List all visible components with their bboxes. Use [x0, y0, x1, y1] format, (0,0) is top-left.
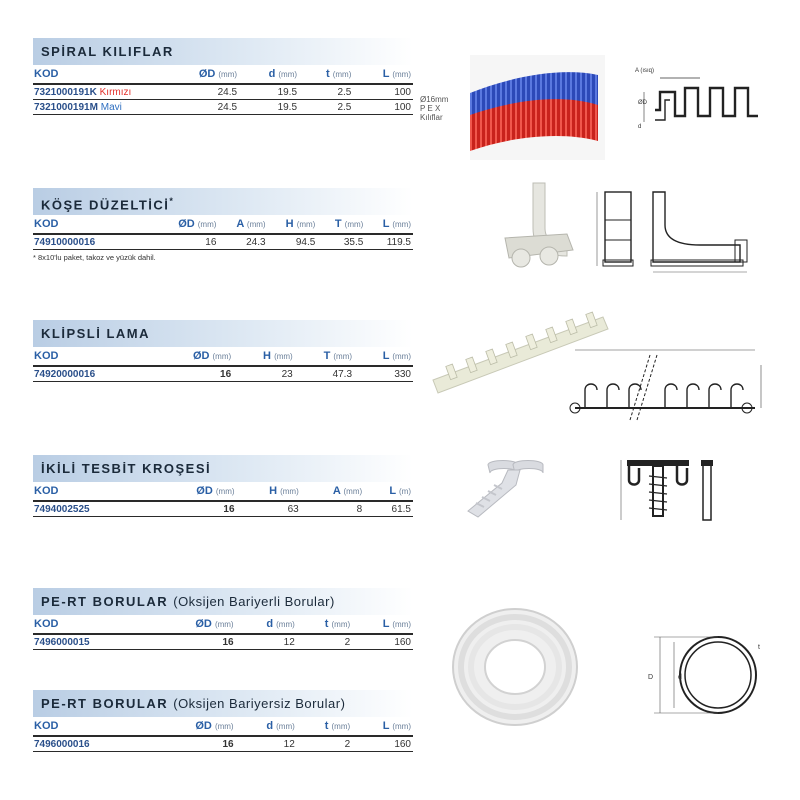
product-code: 7321000191K Kırmızı [33, 84, 161, 100]
value-a: 8 [301, 501, 364, 517]
table-row [33, 366, 413, 382]
value-t: 2.5 [299, 100, 353, 115]
col-l: L (mm) [353, 65, 413, 84]
col-t: t (mm) [297, 717, 352, 736]
value-od: 16 [156, 234, 218, 250]
svg-text:D: D [648, 674, 654, 681]
section-clip-rail [33, 320, 413, 382]
col-od: ØD (mm) [156, 215, 218, 234]
color-label: Kırmızı [99, 86, 132, 98]
spiral-hose-image [470, 55, 605, 160]
section-title: SPİRAL KILIFLAR [33, 38, 413, 65]
col-code: KOD [33, 65, 161, 84]
col-t: T (mm) [295, 347, 354, 366]
double-clip-drawing [615, 450, 725, 535]
section-spiral [33, 38, 413, 115]
clip-rail-drawing [565, 335, 770, 425]
pipe-ring-drawing [640, 625, 775, 725]
value-l: 61.5 [364, 501, 413, 517]
pex-side-note: Ø16mm P E X Kılıflar [420, 95, 449, 122]
value-od: 16 [156, 634, 236, 650]
col-od: ØD (mm) [161, 65, 239, 84]
value-od: 16 [156, 736, 236, 752]
col-code: KOD [33, 215, 156, 234]
value-l: 100 [353, 100, 413, 115]
spec-table [33, 215, 413, 250]
col-l: L (mm) [354, 347, 413, 366]
product-code: 7496000016 [33, 736, 156, 752]
product-code: 74910000016 [33, 234, 156, 250]
value-t: 2 [297, 634, 352, 650]
corner-corrector-image [495, 178, 580, 273]
svg-text:ØD: ØD [638, 100, 647, 106]
svg-text:A (ısıq): A (ısıq) [635, 68, 655, 74]
col-l: L (mm) [365, 215, 413, 234]
value-l: 100 [353, 84, 413, 100]
product-code: 74920000016 [33, 366, 156, 382]
table-row [33, 84, 413, 100]
value-l: 160 [352, 736, 413, 752]
col-h: H (mm) [237, 482, 301, 501]
section-title: PE-RT BORULAR (Oksijen Bariyersiz Borular) [33, 690, 413, 717]
col-od: ØD (mm) [156, 347, 233, 366]
col-od: ØD (mm) [156, 482, 237, 501]
table-header-row [33, 215, 413, 234]
col-h: H (mm) [233, 347, 295, 366]
section-double-clip [33, 455, 413, 517]
col-l: L (mm) [352, 717, 413, 736]
section-corner-corrector [33, 188, 413, 262]
spec-table [33, 347, 413, 382]
value-od: 16 [156, 366, 233, 382]
table-row [33, 736, 413, 752]
col-h: H (mm) [268, 215, 318, 234]
table-header-row [33, 482, 413, 501]
spiral-profile-drawing [630, 62, 770, 142]
col-d: d (mm) [236, 717, 297, 736]
spec-table [33, 615, 413, 650]
value-od: 16 [156, 501, 237, 517]
value-l: 330 [354, 366, 413, 382]
product-code: 7496000015 [33, 634, 156, 650]
col-code: KOD [33, 347, 156, 366]
col-code: KOD [33, 482, 156, 501]
col-t: T (mm) [317, 215, 365, 234]
value-l: 119.5 [365, 234, 413, 250]
col-t: t (mm) [299, 65, 353, 84]
product-code: 7321000191M Mavi [33, 100, 161, 115]
svg-text:d: d [638, 124, 642, 130]
section-title: KLİPSLİ LAMA [33, 320, 413, 347]
value-d: 19.5 [239, 84, 299, 100]
value-t: 2.5 [299, 84, 353, 100]
section-pert-barrier [33, 588, 413, 650]
section-title: KÖŞE DÜZELTİCİ* [33, 188, 413, 215]
value-t: 35.5 [317, 234, 365, 250]
col-od: ØD (mm) [156, 717, 236, 736]
table-row [33, 634, 413, 650]
value-od: 24.5 [161, 100, 239, 115]
col-l: L (m) [364, 482, 413, 501]
value-d: 12 [236, 736, 297, 752]
col-a: A (mm) [218, 215, 267, 234]
col-l: L (mm) [352, 615, 413, 634]
table-row [33, 234, 413, 250]
col-d: d (mm) [239, 65, 299, 84]
col-t: t (mm) [297, 615, 352, 634]
col-a: A (mm) [301, 482, 364, 501]
value-d: 12 [236, 634, 297, 650]
svg-text:d: d [678, 674, 682, 681]
spec-table [33, 65, 413, 115]
corner-corrector-drawing [595, 180, 770, 275]
product-code: 7494002525 [33, 501, 156, 517]
double-clip-image [458, 455, 568, 535]
spec-table [33, 717, 413, 752]
section-title: İKİLİ TESBİT KROŞESİ [33, 455, 413, 482]
section-title: PE-RT BORULAR (Oksijen Bariyerli Borular) [33, 588, 413, 615]
value-l: 160 [352, 634, 413, 650]
table-header-row [33, 717, 413, 736]
col-od: ØD (mm) [156, 615, 236, 634]
table-header-row [33, 615, 413, 634]
value-t: 47.3 [295, 366, 354, 382]
color-label: Mavi [100, 101, 122, 113]
table-header-row [33, 347, 413, 366]
section-pert-no-barrier [33, 690, 413, 752]
value-h: 23 [233, 366, 295, 382]
value-t: 2 [297, 736, 352, 752]
pipe-coil-image [445, 605, 585, 730]
footnote: * 8x10'lu paket, takoz ve yüzük dahil. [33, 253, 156, 262]
value-a: 24.3 [218, 234, 267, 250]
value-od: 24.5 [161, 84, 239, 100]
value-d: 19.5 [239, 100, 299, 115]
table-row [33, 100, 413, 115]
col-code: KOD [33, 717, 156, 736]
col-code: KOD [33, 615, 156, 634]
value-h: 63 [237, 501, 301, 517]
spec-table [33, 482, 413, 517]
svg-text:t: t [758, 644, 760, 651]
table-header-row [33, 65, 413, 84]
value-h: 94.5 [268, 234, 318, 250]
col-d: d (mm) [236, 615, 297, 634]
table-row [33, 501, 413, 517]
